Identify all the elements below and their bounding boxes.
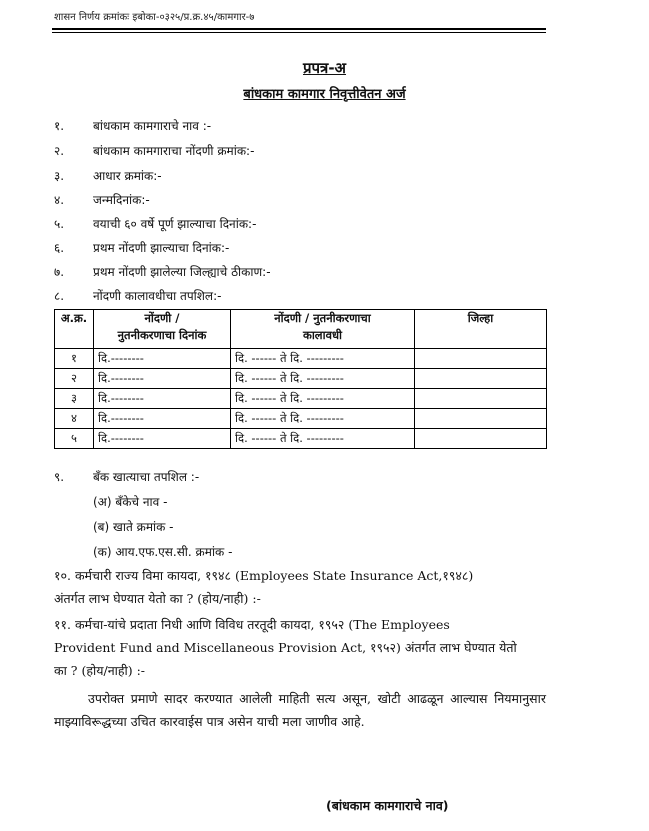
question-epf-act: ११. कर्मचा-यांचे प्रदाता निधी आणि विविध तरतूदी कायदा, १९५२ (The Employees [54,617,450,632]
registration-table [54,309,547,449]
col-header-date: नोंदणी / नुतनीकरणाचा दिनांक [94,310,231,349]
col-header-district: जिल्हा [415,310,547,349]
document-page: शासन निर्णय क्रमांकः इबोका-०३२५/प्र.क्र.४५/कामगार-७ प्रपत्र-अ बांधकाम कामगार निवृत्तीवेतन अर्ज १. बांधकाम कामगाराचे नाव :- २. बांधकाम कामगाराचा नोंदणी क्रमांक:- ३. आधार क्रमांक:- ४. जन्मदिनांक:- ५. वयाची ६० वर्षे पूर्ण झाल्याचा दिनांक:- ६. प्रथम नोंदणी झाल्याचा दिनांक:- ७. प्रथम नोंदणी झालेल्या जिल्ह्याचे ठीकाण:- ८. नोंदणी कालावधीचा तपशिल:- अ.क्र. नोंदणी / नुतनीकरणाचा दिनांक नोंदणी / नुतनीकरणाचा कालावधी जिल्हा १ दि.-------- दि. ------ ते दि. --------- २ दि.-------- दि. ------ ते दि. --------- ३ दि.-------- दि. ------ ते दि. --------- ४ दि.-------- दि. ------ ते दि. --------- ५ दि.-------- दि. ------ ते दि. --------- ९. बँक खात्याचा तपशिल :- (अ) बँकेचे नाव - (ब) खाते क्रमांक - (क) आय.एफ.एस.सी. क्रमांक - १०. कर्मचारी राज्य विमा कायदा, १९४८ (Employees State Insurance Act,१९४८) अंतर्गत लाभ घेण्यात येतो का ? (होय/नाही) :- ११. कर्मचा-यांचे प्रदाता निधी आणि विविध तरतूदी कायदा, १९५२ (The Employees Provident Fund and Miscellaneous Provision Act, १९५२) अंतर्गत लाभ घेण्यात येतो का ? (होय/नाही) :- उपरोक्त प्रमाणे सादर करण्यात आलेली माहिती सत्य असून, खोटी आढळून आल्यास नियमानुसार माझ्याविरूद्धच्या उचित कारवाईस पात्र असेन याची मला जाणीव आहे. (बांधकाम कामगाराचे नाव) [0,0,649,831]
table-header-row [55,310,547,349]
form-subtitle: बांधकाम कामगार निवृत्तीवेतन अर्ज [243,87,406,102]
field-bank-name: (अ) बँकेचे नाव - [93,495,168,509]
question-esi-act-cont: अंतर्गत लाभ घेण्यात येतो का ? (होय/नाही) :- [54,591,261,606]
table-row: ३ दि.-------- दि. ------ ते दि. --------- [55,389,547,409]
question-esi-act: १०. कर्मचारी राज्य विमा कायदा, १९४८ (Employees State Insurance Act,१९४८) [54,568,474,583]
question-epf-act-cont: Provident Fund and Miscellaneous Provision Act, १९५२) अंतर्गत लाभ घेण्यात येतो [54,640,517,655]
field-account-number: (ब) खाते क्रमांक - [93,520,174,534]
col-header-sr: अ.क्र. [55,310,94,349]
header-rule-thick [52,28,546,30]
table-row: ५ दि.-------- दि. ------ ते दि. --------- [55,429,547,449]
signature-label: (बांधकाम कामगाराचे नाव) [326,798,449,813]
gr-reference: शासन निर्णय क्रमांकः इबोका-०३२५/प्र.क्र.४५/कामगार-७ [54,12,255,23]
question-epf-act-cont2: का ? (होय/नाही) :- [54,663,146,678]
table-row: १ दि.-------- दि. ------ ते दि. --------- [55,349,547,369]
declaration-text: उपरोक्त प्रमाणे सादर करण्यात आलेली माहिती सत्य असून, खोटी आढळून आल्यास नियमानुसार माझ्याविरूद्धच्या उचित कारवाईस पात्र असेन याची मला जाणीव आहे. [54,691,546,729]
table-row: ४ दि.-------- दि. ------ ते दि. --------- [55,409,547,429]
header-rule-thin [52,32,546,33]
form-title: प्रपत्र-अ [302,59,347,77]
table-row: २ दि.-------- दि. ------ ते दि. --------- [55,369,547,389]
field-ifsc-code: (क) आय.एफ.एस.सी. क्रमांक - [93,545,233,559]
col-header-period: नोंदणी / नुतनीकरणाचा कालावधी [231,310,415,349]
